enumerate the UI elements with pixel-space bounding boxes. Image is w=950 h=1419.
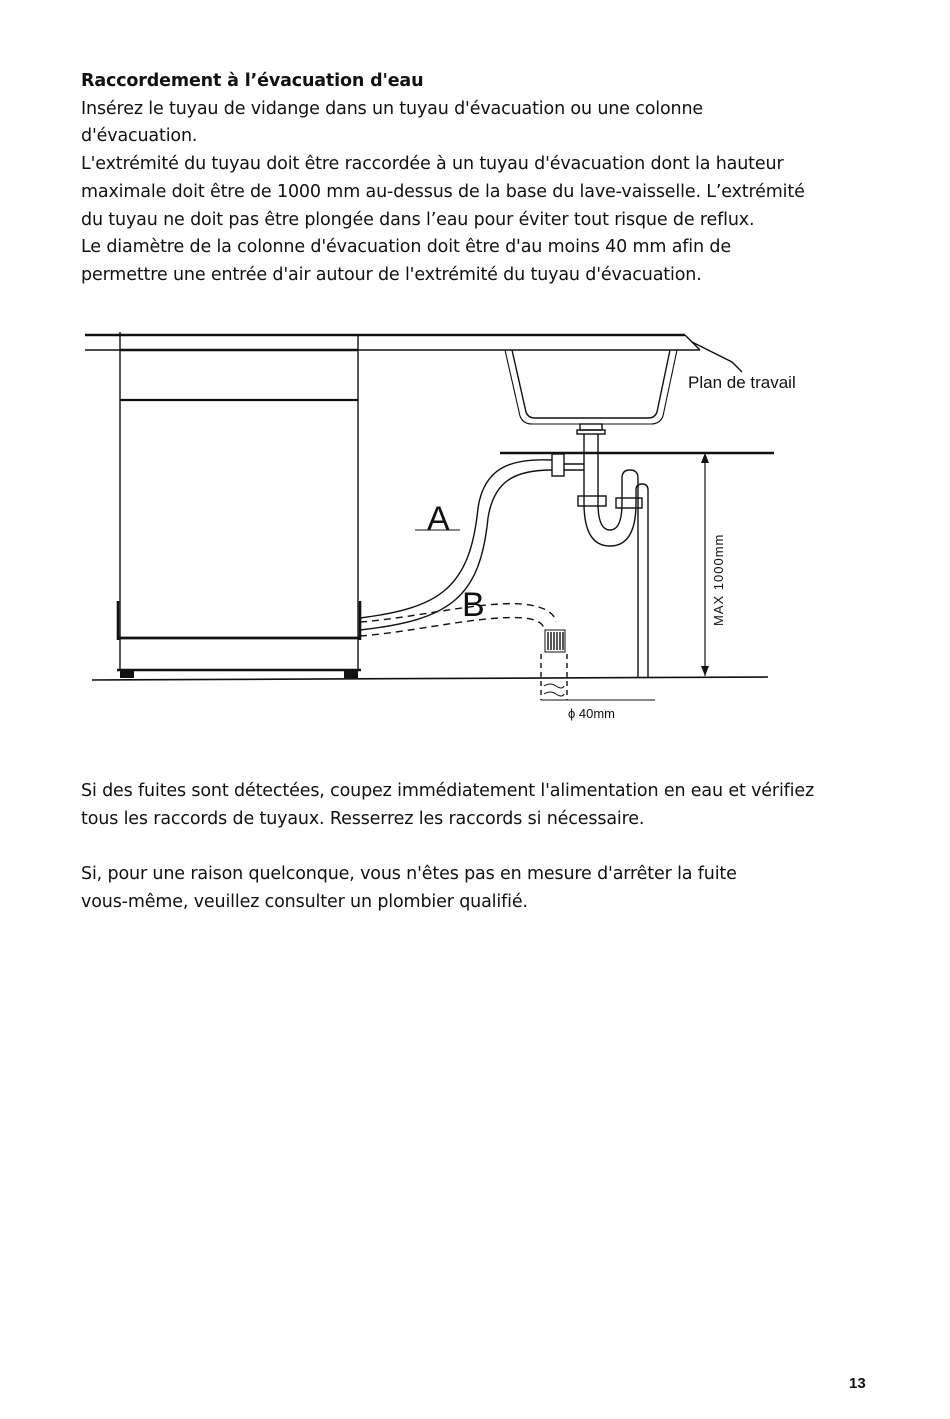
- sink-drain-fitting: [580, 424, 602, 430]
- sink-basin: [512, 350, 670, 418]
- p-trap: [578, 434, 648, 678]
- diameter-label: ϕ 40mm: [568, 706, 616, 721]
- hose-label-b: B: [462, 586, 485, 624]
- drain-installation-diagram: [80, 318, 800, 728]
- sink-basin-outer: [505, 350, 677, 424]
- advice-line: vous-même, veuillez consulter un plombier qualifié.: [81, 891, 528, 912]
- drain-hose-b: [360, 604, 556, 636]
- plumber-advice-paragraph: [81, 861, 881, 916]
- section-heading: Raccordement à l’évacuation d'eau: [81, 71, 424, 91]
- warning-line: Si des fuites sont détectées, coupez immédiatement l'alimentation en eau et vérifiez: [81, 781, 815, 801]
- intro-line: permettre une entrée d'air autour de l'extrémité du tuyau d'évacuation.: [81, 264, 702, 285]
- hose-label-a: A: [427, 500, 450, 538]
- sink-drain-nut: [577, 430, 605, 434]
- warning-line: tous les raccords de tuyaux. Resserrez les raccords si nécessaire.: [81, 808, 645, 829]
- floor-line: [92, 677, 768, 680]
- max-height-label: MAX 1000mm: [711, 533, 726, 626]
- intro-line: maximale doit être de 1000 mm au-dessus de la base du lave-vaisselle. L’extrémité: [81, 181, 805, 202]
- dishwasher: [117, 332, 361, 678]
- worktop-label: Plan de travail: [688, 373, 796, 392]
- leak-warning-paragraph: [81, 778, 881, 833]
- advice-line: Si, pour une raison quelconque, vous n'êtes pas en mesure d'arrêter la fuite: [81, 864, 737, 884]
- intro-line: L'extrémité du tuyau doit être raccordée à un tuyau d'évacuation dont la hauteur: [81, 154, 784, 175]
- drain-connection-section: [81, 68, 881, 290]
- drain-standpipe: [541, 630, 567, 700]
- side-inlet-fitting: [552, 454, 564, 476]
- intro-line: Le diamètre de la colonne d'évacuation doit être d'au moins 40 mm afin de: [81, 237, 731, 258]
- worktop-leader-line: [692, 342, 742, 372]
- page-number: 13: [849, 1375, 866, 1392]
- drain-hose-a: [360, 460, 552, 618]
- drain-hose-a: [360, 470, 552, 630]
- intro-line: d'évacuation.: [81, 126, 198, 147]
- intro-line: Insérez le tuyau de vidange dans un tuyau d'évacuation ou une colonne: [81, 98, 704, 119]
- max-height-dimension: [701, 453, 709, 676]
- intro-line: du tuyau ne doit pas être plongée dans l’eau pour éviter tout risque de reflux.: [81, 209, 755, 230]
